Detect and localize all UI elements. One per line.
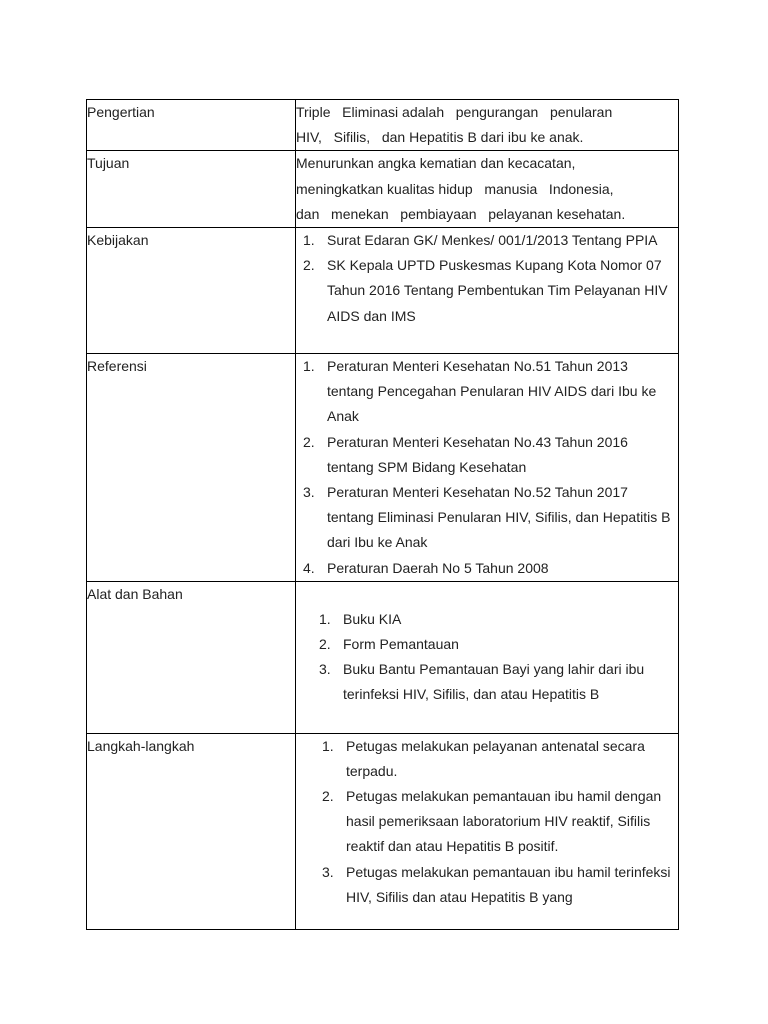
- pengertian-line-1: Triple Eliminasi adalah pengurangan penularan: [296, 104, 613, 120]
- row-referensi: [87, 354, 679, 582]
- list-item-number: 4.: [303, 559, 315, 576]
- list-item-text: Peraturan Daerah No 5 Tahun 2008: [327, 559, 549, 576]
- list-item-text: Form Pemantauan: [343, 636, 459, 653]
- list-item-text: SK Kepala UPTD Puskesmas Kupang Kota Nomor 07 Tahun 2016 Tentang Pembentukan Tim Pelayanan HIV AIDS dan IMS: [327, 257, 668, 324]
- row-content-tujuan: [296, 151, 679, 228]
- row-label-alat-dan-bahan: Alat dan Bahan: [87, 581, 296, 733]
- pengertian-line-2: HIV, Sifilis, dan Hepatitis B dari ibu ke anak.: [296, 129, 584, 146]
- list-item: [296, 657, 678, 707]
- row-alat-dan-bahan: [87, 581, 679, 733]
- referensi-list: [296, 354, 678, 581]
- list-item-number: 1.: [303, 232, 315, 249]
- langkah-list: [296, 734, 678, 910]
- list-item: [296, 632, 678, 657]
- list-item-number: 3.: [319, 661, 331, 678]
- list-item-text: Petugas melakukan pelayanan antenatal secara terpadu.: [346, 737, 645, 779]
- list-item-text: Petugas melakukan pemantauan ibu hamil dengan hasil pemeriksaan laboratorium HIV reaktif, Sifilis reaktif dan atau Hepatitis B positif.: [346, 788, 662, 855]
- list-item-text: Peraturan Menteri Kesehatan No.52 Tahun 2017 tentang Eliminasi Penularan HIV, Sifilis, dan Hepatitis B dari Ibu ke Anak: [327, 484, 671, 551]
- list-item: [296, 430, 678, 480]
- list-item: [296, 607, 678, 632]
- list-item-text: Surat Edaran GK/ Menkes/ 001/1/2013 Tentang PPIA: [327, 232, 658, 249]
- list-item-number: 2.: [303, 257, 315, 274]
- list-item-text: Peraturan Menteri Kesehatan No.51 Tahun 2013 tentang Pencegahan Penularan HIV AIDS dari Ibu ke Anak: [327, 358, 657, 425]
- alat-list: [296, 582, 678, 733]
- list-item: [296, 556, 678, 581]
- row-content-langkah-langkah: [296, 733, 679, 929]
- tujuan-line-3: dan menekan pembiayaan pelayanan kesehatan.: [296, 205, 626, 222]
- row-label-tujuan: Tujuan: [87, 151, 296, 228]
- list-item-text: Peraturan Menteri Kesehatan No.43 Tahun 2016 tentang SPM Bidang Kesehatan: [327, 433, 628, 475]
- list-item-number: 2.: [319, 636, 331, 653]
- tujuan-line-1: Menurunkan angka kematian dan kecacatan,: [296, 155, 576, 172]
- list-item-number: 3.: [322, 863, 334, 880]
- row-label-kebijakan: Kebijakan: [87, 228, 296, 354]
- row-tujuan: [87, 151, 679, 228]
- kebijakan-list: [296, 228, 678, 329]
- list-item-number: 1.: [322, 737, 334, 754]
- list-item-text: Buku KIA: [343, 610, 402, 627]
- list-item-number: 2.: [322, 788, 334, 805]
- row-label-pengertian: Pengertian: [87, 100, 296, 151]
- list-item: [296, 784, 678, 860]
- list-item: [296, 480, 678, 556]
- list-item: [296, 253, 678, 329]
- list-item: [296, 354, 678, 430]
- row-label-referensi: Referensi: [87, 354, 296, 582]
- row-kebijakan: [87, 228, 679, 354]
- list-item: [296, 734, 678, 784]
- sop-table: [86, 99, 679, 930]
- list-item-number: 3.: [303, 484, 315, 501]
- row-content-pengertian: [296, 100, 679, 151]
- row-content-alat-dan-bahan: [296, 581, 679, 733]
- list-item-number: 1.: [319, 610, 331, 627]
- row-content-referensi: [296, 354, 679, 582]
- row-pengertian: [87, 100, 679, 151]
- row-content-kebijakan: [296, 228, 679, 354]
- list-item: [296, 228, 678, 253]
- row-langkah-langkah: [87, 733, 679, 929]
- list-item-text: Petugas melakukan pemantauan ibu hamil terinfeksi HIV, Sifilis dan atau Hepatitis B yang: [346, 863, 671, 905]
- list-item-number: 2.: [303, 433, 315, 450]
- list-item-number: 1.: [303, 358, 315, 375]
- row-label-langkah-langkah: Langkah-langkah: [87, 733, 296, 929]
- list-item: [296, 860, 678, 910]
- list-item-text: Buku Bantu Pemantauan Bayi yang lahir dari ibu terinfeksi HIV, Sifilis, dan atau Hepatitis B: [343, 661, 645, 703]
- tujuan-line-2: meningkatkan kualitas hidup manusia Indonesia,: [296, 180, 614, 197]
